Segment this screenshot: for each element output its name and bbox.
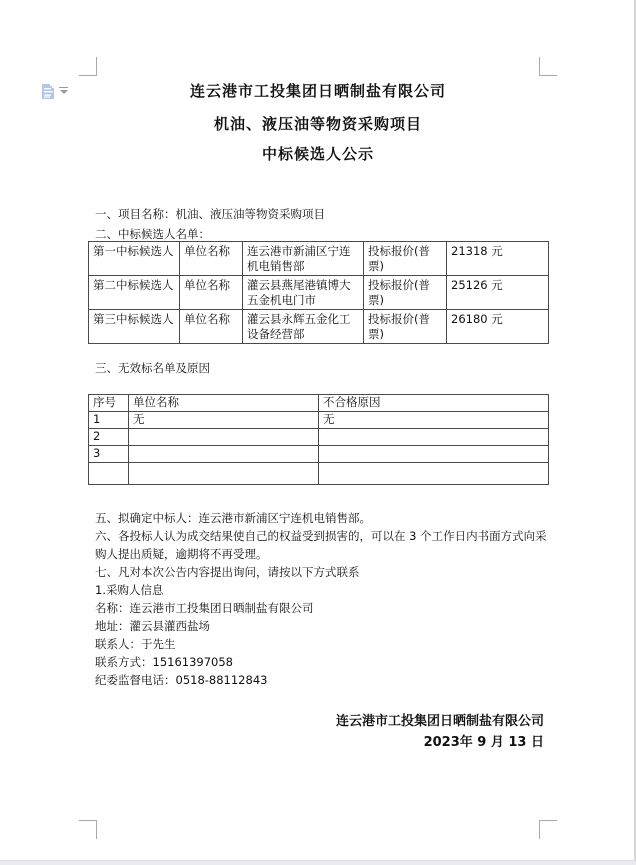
candidate-rank: 第二中标候选人 [89,276,180,310]
signature-company: 连云港市工投集团日晒制盐有限公司 [335,714,544,729]
cell-unit-name [129,446,319,463]
column-header-reason: 不合格原因 [319,395,549,412]
candidate-price: 26180 元 [447,310,549,344]
section-winner: 五、拟确定中标人：连云港市新浦区宁连机电销售部。 [95,511,371,525]
cell-serial: 1 [89,412,129,429]
margin-mark-bottom-left [79,820,97,839]
table-row [89,463,549,485]
margin-mark-top-left [79,57,97,76]
section-inquiry: 七、凡对本次公告内容提出询问，请按以下方式联系 [95,565,360,579]
purchaser-address: 地址：灌云县灌西盐场 [95,619,210,633]
column-header-serial: 序号 [89,395,129,412]
column-header-unit-name: 单位名称 [129,395,319,412]
cell-serial: 2 [89,429,129,446]
candidate-price-label: 投标报价(普票) [364,242,447,276]
cell-unit-name [129,429,319,446]
section-project-name: 一、项目名称：机油、液压油等物资采购项目 [95,207,325,221]
section-candidates-heading: 二、中标候选人名单： [95,227,210,241]
candidate-rank: 第一中标候选人 [89,242,180,276]
cell-reason: 无 [319,412,549,429]
candidate-price: 21318 元 [447,242,549,276]
candidate-rank: 第三中标候选人 [89,310,180,344]
cell-unit-name: 无 [129,412,319,429]
table-row [89,412,549,429]
candidate-field-label: 单位名称 [180,310,243,344]
table-row [89,429,549,446]
candidate-price-label: 投标报价(普票) [364,310,447,344]
window-bottom-bar [0,860,636,865]
candidate-price-label: 投标报价(普票) [364,276,447,310]
cell-reason [319,463,549,485]
cell-unit-name [129,463,319,485]
purchaser-contact-person: 联系人：于先生 [95,637,176,651]
margin-mark-top-right [539,57,557,76]
cell-reason [319,446,549,463]
signature-block [336,711,544,753]
body-paragraphs [95,509,556,689]
margin-mark-bottom-right [539,820,557,839]
table-row [89,276,549,310]
cell-reason [319,429,549,446]
candidate-company: 连云港市新浦区宁连机电销售部 [243,242,364,276]
purchaser-name: 名称：连云港市工投集团日晒制盐有限公司 [95,601,314,615]
candidates-table [88,241,549,344]
supervision-phone: 纪委监督电话：0518-88112843 [95,673,268,687]
invalid-bids-table [88,394,549,485]
table-row [89,242,549,276]
doc-title-project: 机油、液压油等物资采购项目 [213,115,422,133]
purchaser-info-title: 1.采购人信息 [95,583,164,597]
signature-date: 2023年 9 月 13 日 [423,735,544,750]
table-header-row [89,395,549,412]
cell-serial [89,463,129,485]
section-objection: 六、各投标人认为成交结果使自己的权益受到损害的，可以在 3 个工作日内书面方式向采购人提出质疑，逾期将不再受理。 [95,529,547,561]
table-row [89,446,549,463]
doc-title-company: 连云港市工投集团日晒制盐有限公司 [189,82,446,100]
candidate-field-label: 单位名称 [180,276,243,310]
candidate-field-label: 单位名称 [180,242,243,276]
doc-title-announcement: 中标候选人公示 [261,145,374,163]
purchaser-phone: 联系方式：15161397058 [95,655,233,669]
section-invalid-bids-heading: 三、无效标名单及原因 [95,361,210,375]
sections-1-2 [95,204,556,244]
candidate-company: 灌云县燕尾港镇博大五金机电门市 [243,276,364,310]
cell-serial: 3 [89,446,129,463]
candidate-company: 灌云县永辉五金化工设备经营部 [243,310,364,344]
table-row [89,310,549,344]
candidate-price: 25126 元 [447,276,549,310]
